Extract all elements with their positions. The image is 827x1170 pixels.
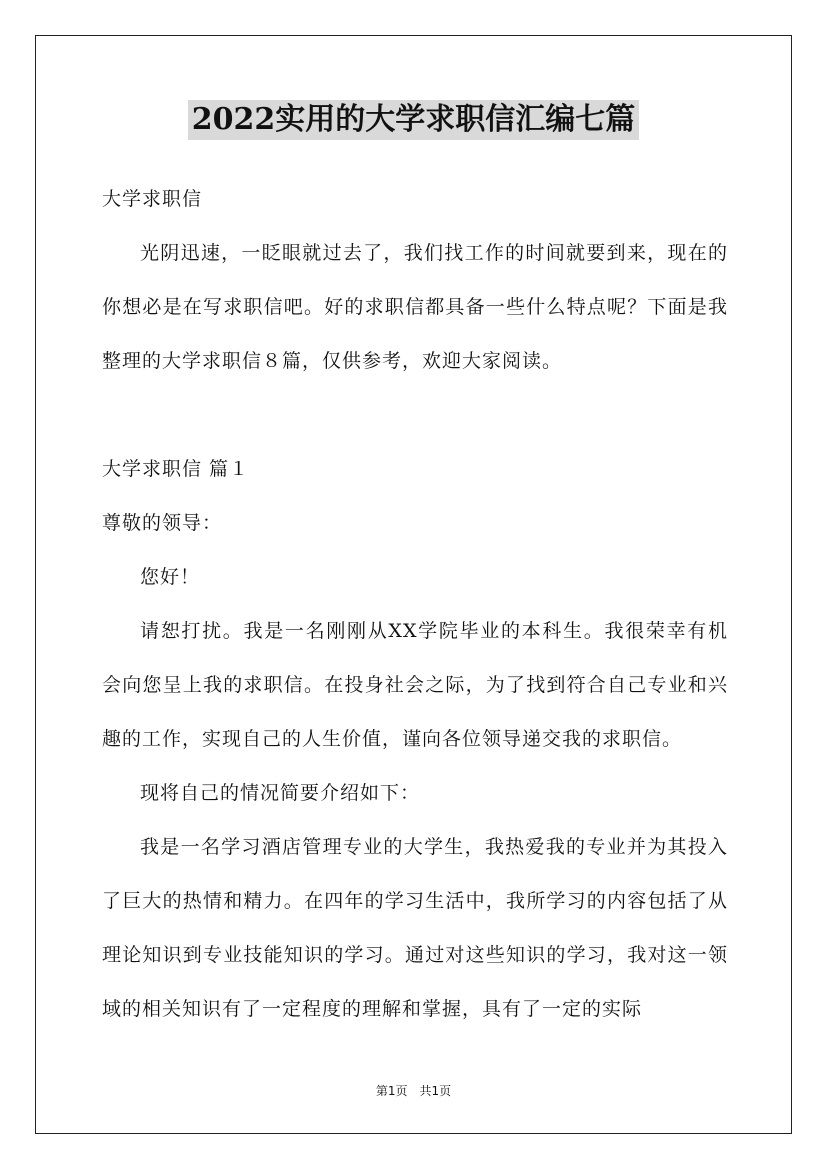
body-paragraph: 现将自己的情况简要介绍如下：	[140, 782, 421, 804]
title-container	[0, 100, 827, 140]
document-body	[102, 172, 728, 1036]
greeting: 您好！	[140, 566, 201, 588]
document-title: 2022实用的大学求职信汇编七篇	[188, 100, 640, 140]
intro-paragraph: 光阴迅速，一眨眼就过去了，我们找工作的时间就要到来，现在的你想必是在写求职信吧。好的求职信都具备一些什么特点呢？下面是我整理的大学求职信８篇，仅供参考，欢迎大家阅读。	[102, 242, 728, 372]
page-footer	[0, 1083, 827, 1099]
section-heading: 大学求职信	[102, 188, 203, 210]
page-number: 第1页 共1页	[375, 1084, 452, 1098]
part-heading: 大学求职信 篇１	[102, 458, 250, 480]
body-paragraph: 我是一名学习酒店管理专业的大学生，我热爱我的专业并为其投入了巨大的热情和精力。在四年的学习生活中，我所学习的内容包括了从理论知识到专业技能知识的学习。通过对这些知识的学习，我对这一领域的相关知识有了一定程度的理解和掌握，具有了一定的实际	[102, 836, 728, 1020]
spacer	[102, 388, 728, 442]
salutation: 尊敬的领导：	[102, 512, 223, 534]
body-paragraph: 请恕打扰。我是一名刚刚从XX学院毕业的本科生。我很荣幸有机会向您呈上我的求职信。在投身社会之际，为了找到符合自己专业和兴趣的工作，实现自己的人生价值，谨向各位领导递交我的求职信。	[102, 620, 728, 750]
